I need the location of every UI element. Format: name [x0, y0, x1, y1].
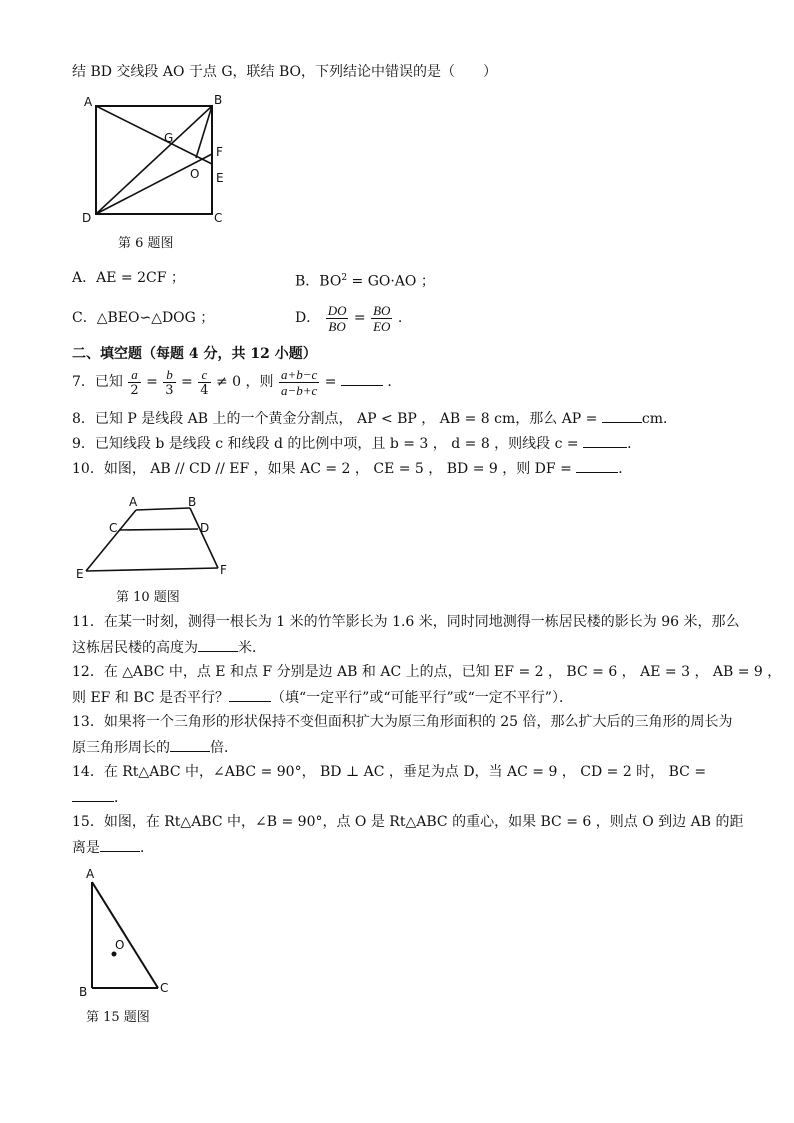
- q6-label-e: E: [216, 171, 224, 185]
- q11-line1: 11．在某一时刻，测得一根长为 1 米的竹竿影长为 1.6 米，同时同地测得一栋居民楼的影长为 96 米，那么: [72, 614, 740, 630]
- q6-label-a: A: [84, 95, 93, 109]
- q9-answer-blank[interactable]: [583, 433, 627, 448]
- q15-answer-blank[interactable]: [100, 837, 140, 852]
- q6-label-d: D: [82, 211, 92, 225]
- q10: 10．如图， AB // CD // EF ，如果 AC = 2 ， CE = 5 ， BD = 9 ，则 DF = ．: [72, 458, 632, 479]
- q6-option-c: C．△BEO∽△DOG ；: [72, 310, 215, 326]
- q10-label-b: B: [188, 495, 197, 509]
- q12-line1: 12．在 △ABC 中，点 E 和点 F 分别是边 AB 和 AC 上的点，已知 EF = 2 ， BC = 6 ， AE = 3 ， AB = 9 ，: [72, 664, 782, 680]
- q10-label-a: A: [129, 495, 138, 509]
- q10-label-f: F: [220, 563, 227, 577]
- q6-figure: [78, 92, 238, 232]
- q12-line2: 则 EF 和 BC 是否平行？ （填“一定平行”或“可能平行”或“一定不平行”）．: [72, 687, 573, 708]
- q14-answer-blank[interactable]: [72, 787, 114, 802]
- q6-option-d: D． $\frac{DO}{BO}$ = $\frac{BO}{EO}$ .: [295, 302, 403, 334]
- q6-fig-caption: 第 6 题图: [118, 236, 174, 251]
- q6-label-o: O: [190, 167, 200, 181]
- q6-label-b: B: [214, 93, 223, 107]
- q6-option-b: B．$BO^2 = GO\cdot AO$ ；: [295, 273, 435, 290]
- q15-label-b: B: [79, 985, 88, 999]
- q14-line1: 14．在 Rt△ABC 中，∠ABC = 90°， BD ⊥ AC ，垂足为点 D，当 AC = 9 ， CD = 2 时， BC =: [72, 764, 707, 780]
- q10-label-c: C: [109, 521, 118, 535]
- section-title: 二、填空题（每题 4 分，共 12 小题）: [72, 346, 317, 362]
- q7: 7．已知 $\frac{a}{2}$ = $\frac{b}{3}$ = $\frac{c}{4}$ ≠ 0 ，则 $\frac{a+b-c}{a-b+c}$ = ．: [72, 366, 402, 398]
- q6-label-f: F: [216, 145, 223, 159]
- q11-line2: 这栋居民楼的高度为 米．: [72, 637, 266, 658]
- q15-line2: 离是 ．: [72, 837, 154, 858]
- q10-label-d: D: [200, 521, 210, 535]
- q8: 8．已知 P 是线段 AB 上的一个黄金分割点， AP < BP ， AB = 8 cm，那么 AP = cm．: [72, 408, 677, 429]
- q12-answer-blank[interactable]: [229, 687, 271, 702]
- q10-figure: [74, 492, 234, 582]
- q15-label-o: O: [115, 938, 125, 952]
- q10-answer-blank[interactable]: [576, 458, 618, 473]
- q9: 9．已知线段 b 是线段 c 和线段 d 的比例中项，且 b = 3 ， d = 8 ，则线段 c = ．: [72, 433, 641, 454]
- q10-fig-caption: 第 10 题图: [116, 590, 180, 605]
- q6-label-g: G: [164, 131, 174, 145]
- q6-label-c: C: [214, 211, 223, 225]
- q13-answer-blank[interactable]: [170, 737, 210, 752]
- q15-line1: 15．如图，在 Rt△ABC 中，∠B = 90°，点 O 是 Rt△ABC 的重心，如果 BC = 6 ，则点 O 到边 AB 的距: [72, 814, 744, 830]
- q8-answer-blank[interactable]: [602, 408, 642, 423]
- q15-label-a: A: [86, 867, 95, 881]
- q13-line1: 13．如果将一个三角形的形状保持不变但面积扩大为原三角形面积的 25 倍，那么扩大后的三角形的周长为: [72, 714, 733, 730]
- q10-label-e: E: [76, 567, 84, 581]
- q15-fig-caption: 第 15 题图: [86, 1010, 150, 1025]
- q15-label-c: C: [160, 981, 169, 995]
- q11-answer-blank[interactable]: [198, 637, 238, 652]
- q6-option-a: A．AE = 2CF ；: [72, 270, 185, 286]
- q6-intro: 结 BD 交线段 AO 于点 G，联结 BO，下列结论中错误的是（ ）: [72, 64, 498, 80]
- q7-answer-blank[interactable]: [341, 371, 383, 386]
- q13-line2: 原三角形周长的 倍．: [72, 737, 238, 758]
- q14-line2: ．: [72, 787, 128, 808]
- q15-figure: [76, 862, 186, 1002]
